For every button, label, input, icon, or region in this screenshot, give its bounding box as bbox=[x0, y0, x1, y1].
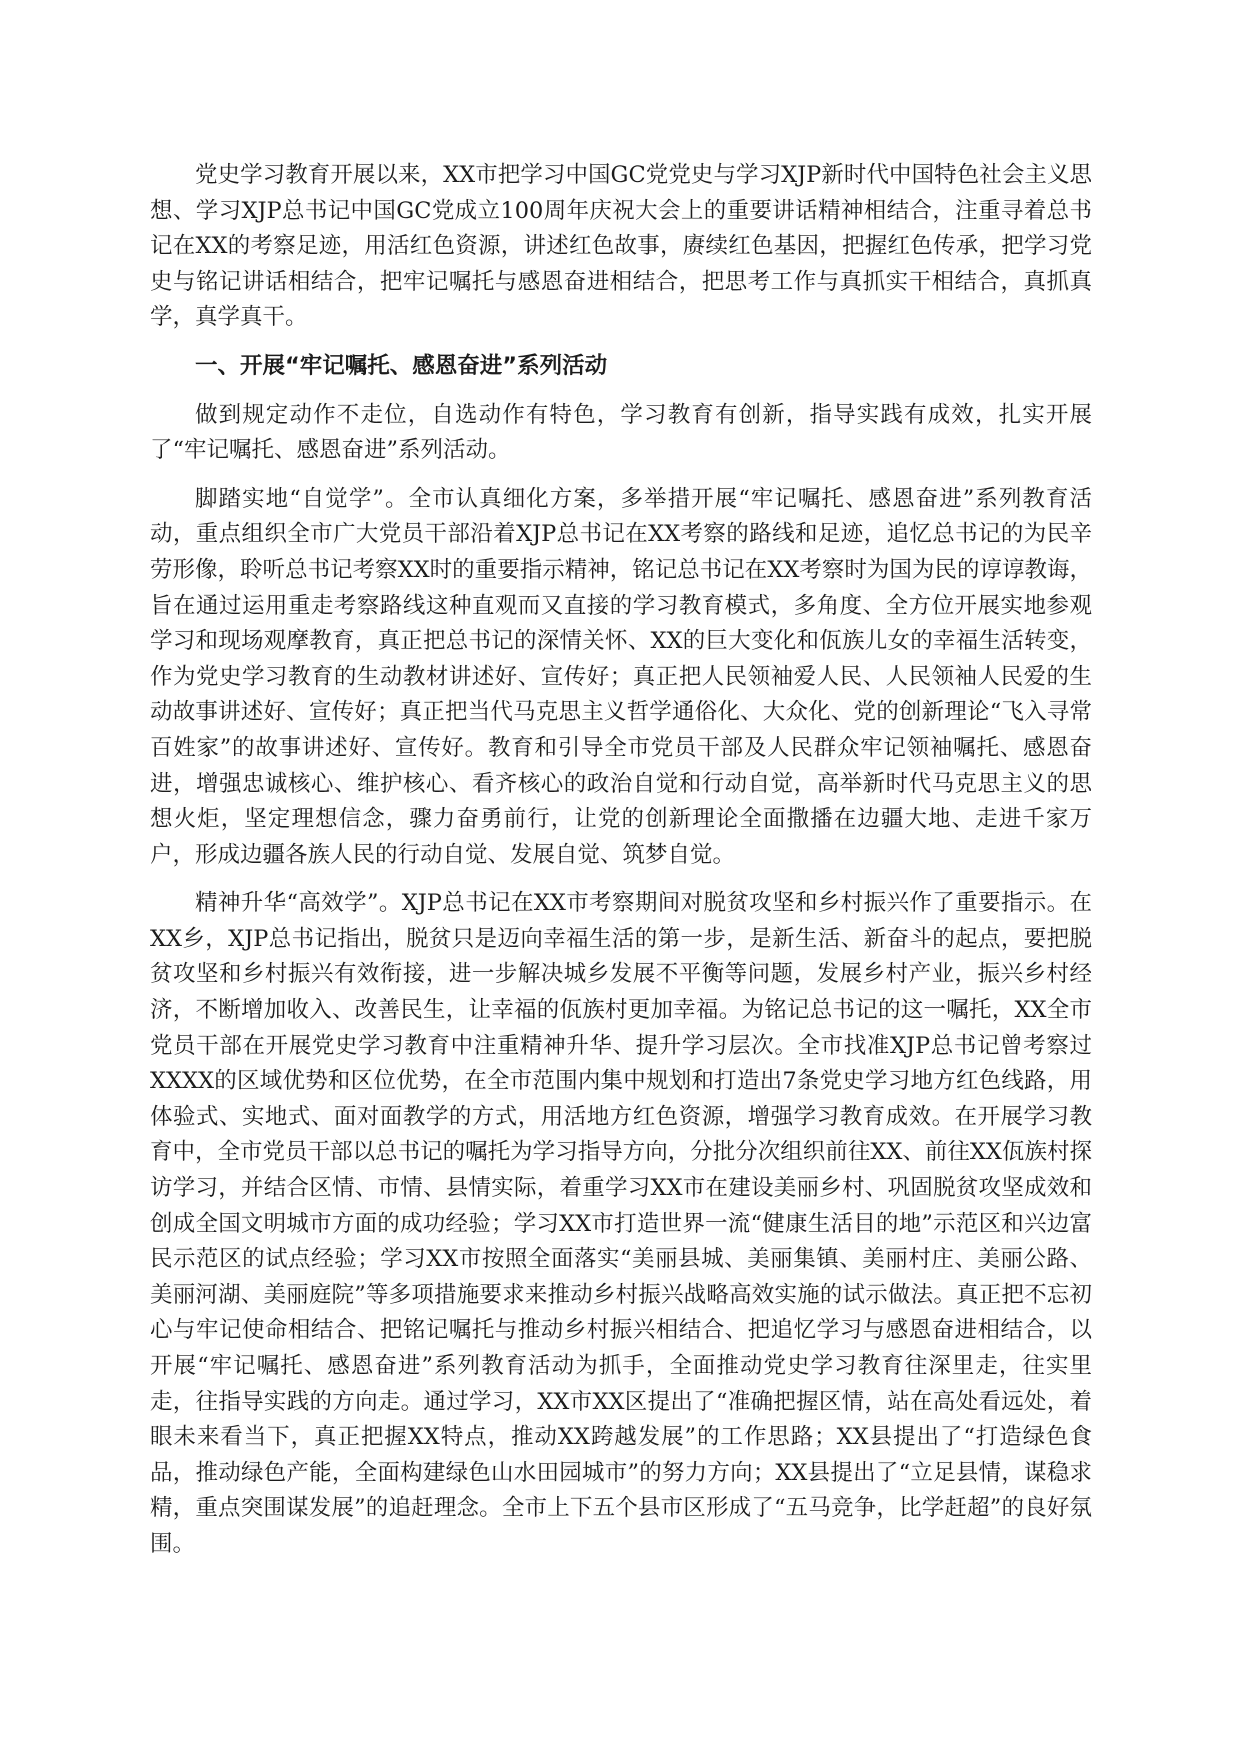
section-intro-paragraph: 做到规定动作不走位，自选动作有特色，学习教育有创新，指导实践有成效，扎实开展了“牢记嘱托、感恩奋进”系列活动。 bbox=[150, 401, 1092, 464]
intro-paragraph: 党史学习教育开展以来，XX市把学习中国GC党党史与学习XJP新时代中国特色社会主义思想、学习XJP总书记中国GC党成立100周年庆祝大会上的重要讲话精神相结合，注重寻着总书记在XX的考察足迹，用活红色资源，讲述红色故事，赓续红色基因，把握红色传承，把学习党史与铭记讲话相结合，把牢记嘱托与感恩奋进相结合，把思考工作与真抓实干相结合，真抓真学，真学真干。 bbox=[150, 162, 1092, 331]
efficient-study-paragraph: 精神升华“高效学”。XJP总书记在XX市考察期间对脱贫攻坚和乡村振兴作了重要指示。在XX乡，XJP总书记指出，脱贫只是迈向幸福生活的第一步，是新生活、新奋斗的起点，要把脱贫攻坚和乡村振兴有效衔接，进一步解决城乡发展不平衡等问题，发展乡村产业，振兴乡村经济，不断增加收入、改善民生，让幸福的佤族村更加幸福。为铭记总书记的这一嘱托，XX全市党员干部在开展党史学习教育中注重精神升华、提升学习层次。全市找准XJP总书记曾考察过XXXX的区域优势和区位优势，在全市范围内集中规划和打造出7条党史学习地方红色线路，用体验式、实地式、面对面教学的方式，用活地方红色资源，增强学习教育成效。在开展学习教育中，全市党员干部以总书记的嘱托为学习指导方向，分批分次组织前往XX、前往XX佤族村探访学习，并结合区情、市情、县情实际，着重学习XX市在建设美丽乡村、巩固脱贫攻坚成效和创成全国文明城市方面的成功经验；学习XX市打造世界一流“健康生活目的地”示范区和兴边富民示范区的试点经验；学习XX市按照全面落实“美丽县城、美丽集镇、美丽村庄、美丽公路、美丽河湖、美丽庭院”等多项措施要求来推动乡村振兴战略高效实施的试示做法。真正把不忘初心与牢记使命相结合、把铭记嘱托与推动乡村振兴相结合、把追忆学习与感恩奋进相结合，以开展“牢记嘱托、感恩奋进”系列教育活动为抓手，全面推动党史学习教育往深里走，往实里走，往指导实践的方向走。通过学习，XX市XX区提出了“准确把握区情，站在高处看远处，着眼未来看当下，真正把握XX特点，推动XX跨越发展”的工作思路；XX县提出了“打造绿色食品，推动绿色产能，全面构建绿色山水田园城市”的努力方向；XX县提出了“立足县情，谋稳求精，重点突围谋发展”的追赶理念。全市上下五个县市区形成了“五马竞争，比学赶超”的良好氛围。 bbox=[150, 890, 1092, 1557]
section-heading-1: 一、开展“牢记嘱托、感恩奋进”系列活动 bbox=[195, 352, 608, 379]
document-body bbox=[150, 158, 1092, 1576]
self-study-paragraph: 脚踏实地“自觉学”。全市认真细化方案，多举措开展“牢记嘱托、感恩奋进”系列教育活动，重点组织全市广大党员干部沿着XJP总书记在XX考察的路线和足迹，追忆总书记的为民辛劳形像，聆听总书记考察XX时的重要指示精神，铭记总书记在XX考察时为国为民的谆谆教诲，旨在通过运用重走考察路线这种直观而又直接的学习教育模式，多角度、全方位开展实地参观学习和现场观摩教育，真正把总书记的深情关怀、XX的巨大变化和佤族儿女的幸福生活转变，作为党史学习教育的生动教材讲述好、宣传好；真正把人民领袖爱人民、人民领袖人民爱的生动故事讲述好、宣传好；真正把当代马克思主义哲学通俗化、大众化、党的创新理论“飞入寻常百姓家”的故事讲述好、宣传好。教育和引导全市党员干部及人民群众牢记领袖嘱托、感恩奋进，增强忠诚核心、维护核心、看齐核心的政治自觉和行动自觉，高举新时代马克思主义的思想火炬，坚定理想信念，骤力奋勇前行，让党的创新理论全面撒播在边疆大地、走进千家万户，形成边疆各族人民的行动自觉、发展自觉、筑梦自觉。 bbox=[150, 485, 1092, 868]
